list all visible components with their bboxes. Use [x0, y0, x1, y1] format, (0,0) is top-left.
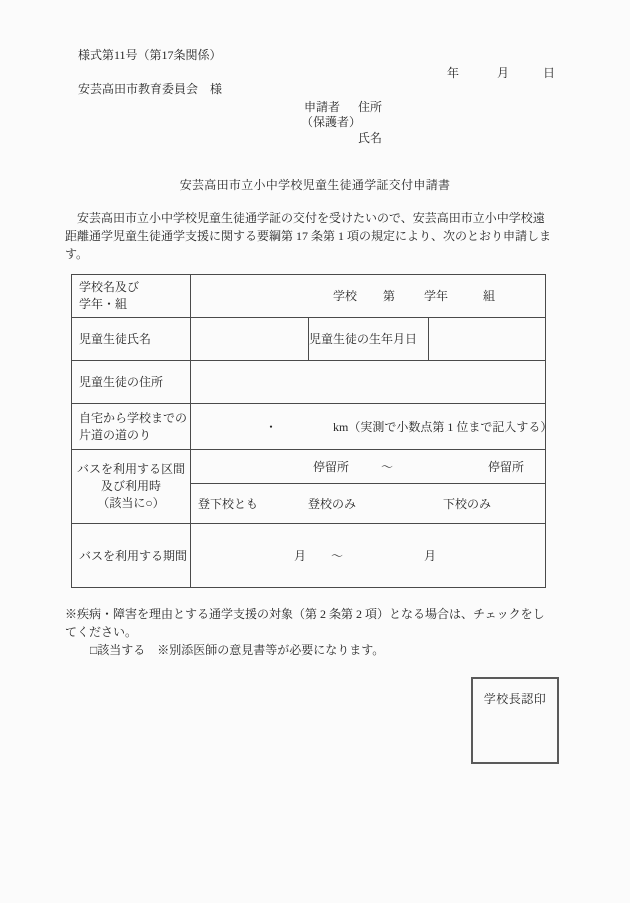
bus-period-label-cell: バスを利用する期間 — [72, 524, 191, 588]
distance-unit-note: km（実測で小数点第 1 位まで記入する） — [333, 419, 553, 434]
distance-label-cell: 自宅から学校までの 片道の道のり — [72, 404, 191, 450]
intro-line: 距離通学児童生徒通学支援に関する要綱第 17 条第 1 項の規定により、次のとおり申請しま — [65, 229, 552, 243]
date-day-label: 日 — [543, 66, 556, 80]
dob-field — [429, 318, 546, 361]
form-number: 様式第11号（第17条関係） — [78, 48, 222, 62]
period-month-from: 月 — [294, 548, 307, 563]
school-field — [191, 275, 546, 318]
intro-line: 安芸高田市立小中学校児童生徒通学証の交付を受けたいので、安芸高田市立小中学校遠 — [65, 211, 545, 225]
table-row-school — [72, 275, 546, 318]
note-line: ※疾病・障害を理由とする通学支援の対象（第 2 条第 2 項）となる場合は、チェックをし — [65, 607, 545, 621]
applicant-address-label: 住所 — [358, 100, 383, 114]
date-year-label: 年 — [447, 66, 460, 80]
illness-note — [65, 605, 565, 659]
intro-paragraph — [65, 209, 559, 263]
date-month-label: 月 — [497, 66, 510, 80]
dob-label-cell: 児童生徒の生年月日 — [309, 318, 429, 361]
bus-stop-to-suffix: 停留所 — [488, 459, 525, 474]
table-row-bus-period — [72, 524, 546, 588]
decimal-point: ・ — [265, 419, 278, 434]
bus-period-field — [191, 524, 546, 588]
distance-field — [191, 404, 553, 450]
range-tilde: ～ — [381, 459, 394, 474]
application-table — [71, 274, 553, 588]
addressee: 安芸高田市教育委員会 様 — [78, 82, 223, 96]
school-label-cell: 学校名及び 学年・組 — [72, 275, 191, 318]
address-label-cell: 児童生徒の住所 — [72, 361, 191, 404]
page-title: 安芸高田市立小中学校児童生徒通学証交付申請書 — [179, 178, 451, 192]
principal-seal-label: 学校長認印 — [483, 692, 547, 706]
bus-section-label-cell: バスを利用する区間 及び利用時 （該当に○） — [72, 450, 191, 524]
option-both-ways: 登下校とも — [198, 496, 259, 511]
bus-usage-options — [191, 484, 546, 524]
period-tilde: ～ — [331, 548, 344, 563]
grade-suffix: 学年 — [424, 289, 449, 303]
class-suffix: 組 — [483, 289, 496, 303]
principal-seal-box — [471, 677, 559, 764]
table-row-address — [72, 361, 546, 404]
school-suffix: 学校 — [333, 289, 358, 303]
table-row-distance — [72, 404, 546, 450]
grade-prefix: 第 — [383, 289, 396, 303]
applicant-name-label: 氏名 — [358, 131, 383, 145]
applicant-label: 申請者 — [304, 100, 341, 114]
bus-stop-from-suffix: 停留所 — [313, 459, 350, 474]
address-field — [191, 361, 546, 404]
intro-line: す。 — [65, 247, 89, 261]
student-name-field — [191, 318, 309, 361]
applicable-checkbox-line: □該当する ※別添医師の意見書等が必要になります。 — [90, 643, 385, 657]
table-row-bus-stops — [72, 450, 546, 484]
table-row-student-name — [72, 318, 546, 361]
option-from-school-only: 下校のみ — [443, 496, 492, 511]
guardian-label: （保護者） — [301, 115, 362, 129]
option-to-school-only: 登校のみ — [308, 496, 357, 511]
student-name-label-cell: 児童生徒氏名 — [72, 318, 191, 361]
bus-stops-field — [191, 450, 546, 484]
note-line: てください。 — [65, 625, 138, 639]
period-month-to: 月 — [424, 548, 437, 563]
